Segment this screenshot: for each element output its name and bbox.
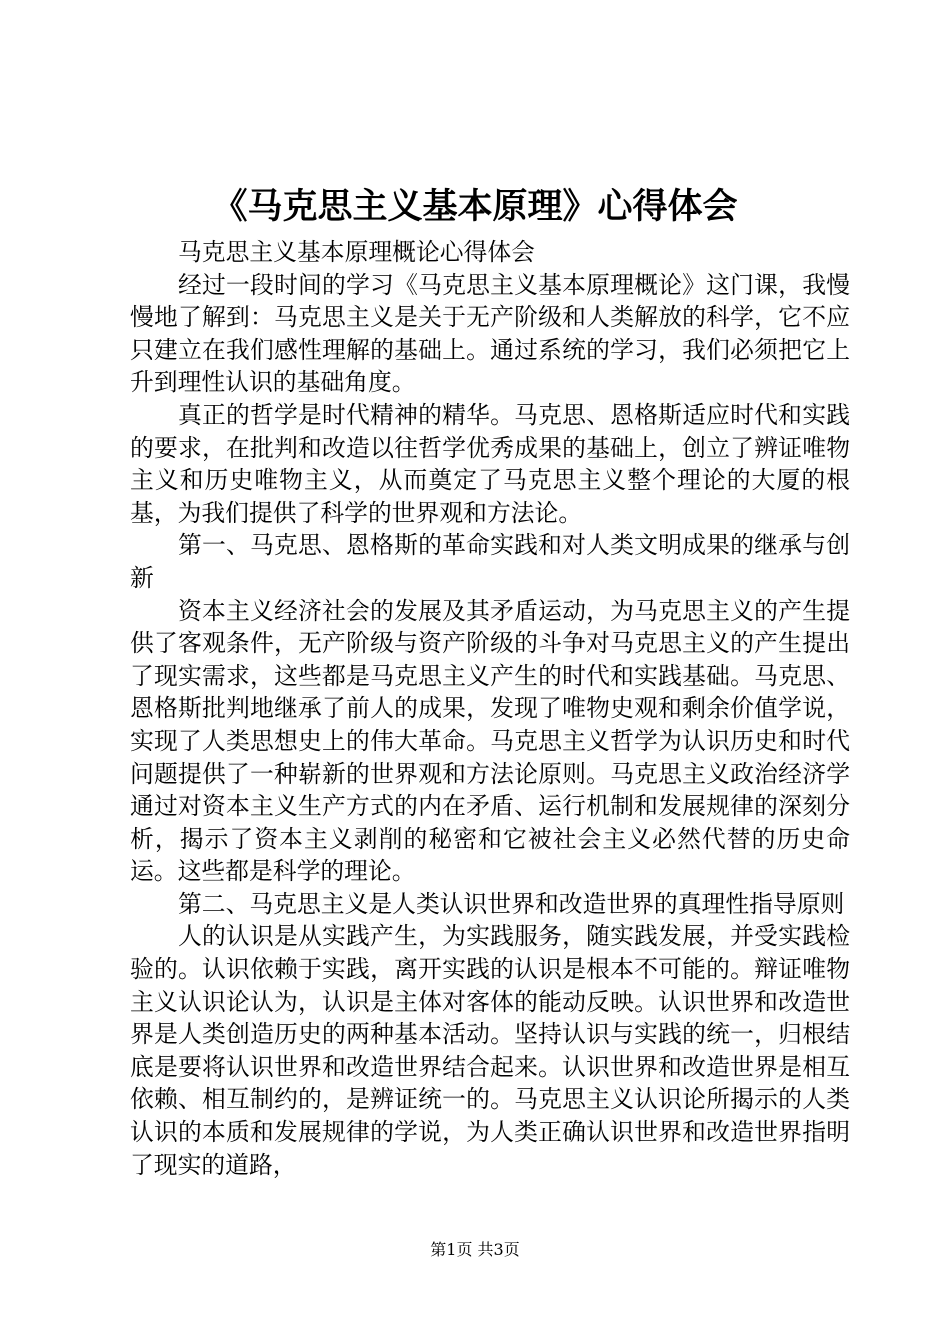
paragraph-philosophy: 真正的哲学是时代精神的精华。马克思、恩格斯适应时代和实践的要求，在批判和改造以往哲学优秀成果的基础上，创立了辨证唯物主义和历史唯物主义，从而奠定了马克思主义整个理论的大厦的根基，为我们提供了科学的世界观和方法论。 — [130, 400, 850, 527]
paragraph-cognition: 人的认识是从实践产生，为实践服务，随实践发展，并受实践检验的。认识依赖于实践，离开实践的认识是根本不可能的。辩证唯物主义认识论认为，认识是主体对客体的能动反映。认识世界和改造世界是人类创造历史的两种基本活动。坚持认识与实践的统一，归根结底是要将认识世界和改造世界结合起来。认识世界和改造世界是相互依赖、相互制约的，是辨证统一的。马克思主义认识论所揭示的人类认识的本质和发展规律的学说，为人类正确认识世界和改造世界指明了现实的道路， — [130, 922, 850, 1179]
paragraph-heading-one: 第一、马克思、恩格斯的革命实践和对人类文明成果的继承与创新 — [130, 531, 850, 592]
page-number-footer: 第1页 共3页 — [430, 1240, 520, 1259]
paragraph-heading-two: 第二、马克思主义是人类认识世界和改造世界的真理性指导原则 — [178, 889, 845, 918]
document-body — [130, 236, 850, 1181]
paragraph-capitalism: 资本主义经济社会的发展及其矛盾运动，为马克思主义的产生提供了客观条件，无产阶级与资产阶级的斗争对马克思主义的产生提出了现实需求，这些都是马克思主义产生的时代和实践基础。马克思、恩格斯批判地继承了前人的成果，发现了唯物史观和剩余价值学说，实现了人类思想史上的伟大革命。马克思主义哲学为认识历史和时代问题提供了一种崭新的世界观和方法论原则。马克思主义政治经济学通过对资本主义生产方式的内在矛盾、运行机制和发展规律的深刻分析，揭示了资本主义剥削的秘密和它被社会主义必然代替的历史命运。这些都是科学的理论。 — [130, 596, 850, 886]
paragraph-subtitle: 马克思主义基本原理概论心得体会 — [178, 238, 535, 266]
paragraph-intro: 经过一段时间的学习《马克思主义基本原理概论》这门课，我慢慢地了解到：马克思主义是关于无产阶级和人类解放的科学，它不应只建立在我们感性理解的基础上。通过系统的学习，我们必须把它上升到理性认识的基础角度。 — [130, 270, 850, 397]
document-title: 《马克思主义基本原理》心得体会 — [212, 186, 738, 227]
